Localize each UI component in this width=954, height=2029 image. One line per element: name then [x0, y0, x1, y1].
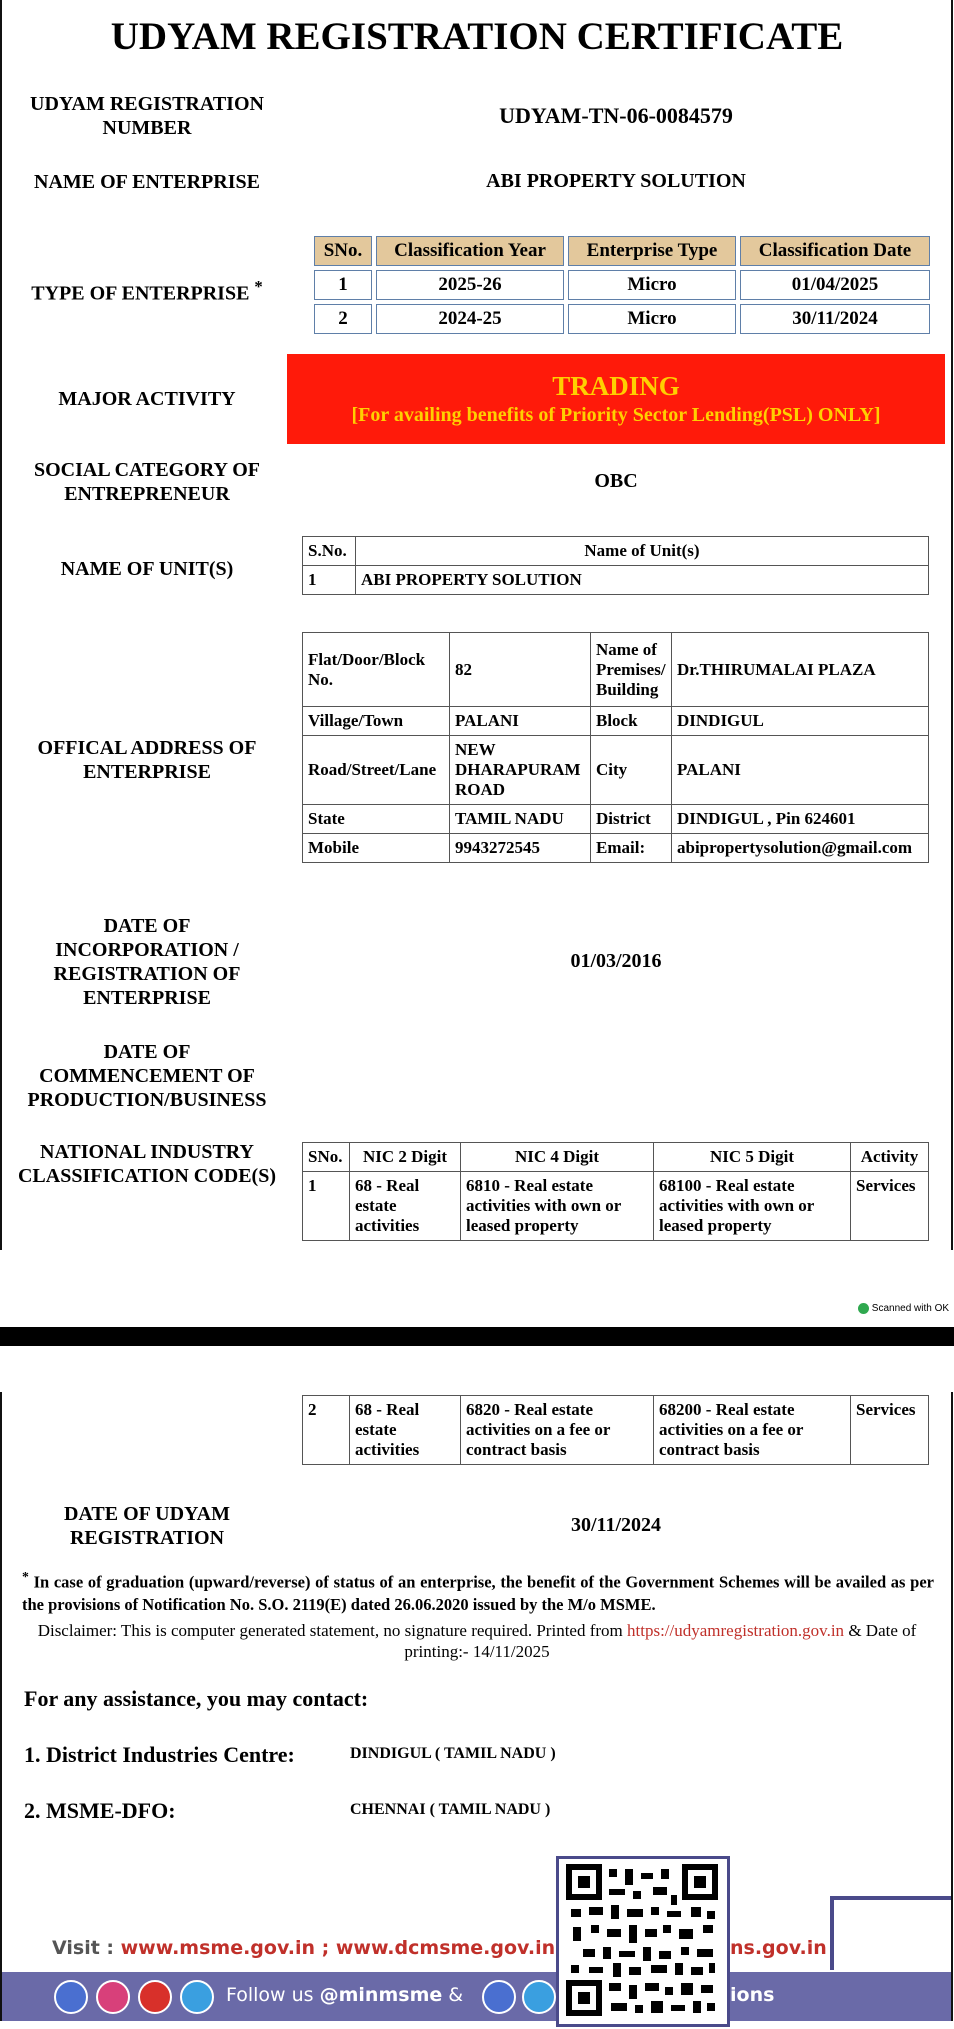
- footnote-asterisk: *: [22, 1569, 29, 1584]
- nic-table-1: [302, 1142, 929, 1241]
- dfo-value: CHENNAI ( TAMIL NADU ): [350, 1801, 551, 1818]
- nic-cell: Services: [851, 1396, 929, 1465]
- units-table: [302, 536, 929, 595]
- disclaimer-print-date: & Date of printing:- 14/11/2025: [404, 1621, 917, 1661]
- nic-header: Activity: [851, 1143, 929, 1172]
- follow-text: [226, 1984, 463, 2006]
- units-header-sno: S.No.: [303, 537, 356, 566]
- reg-number: UDYAM-TN-06-0084579: [499, 103, 733, 128]
- disclaimer-link[interactable]: https://udyamregistration.gov.in: [627, 1621, 845, 1640]
- visit-links[interactable]: www.msme.gov.in ; www.dcmsme.gov.in: [120, 1937, 556, 1959]
- nic-table-2: [302, 1395, 929, 1465]
- social-category-label: SOCIAL CATEGORY OF ENTREPRENEUR: [34, 459, 260, 505]
- address-value: PALANI: [450, 707, 591, 736]
- address-value: 9943272545: [450, 834, 591, 863]
- enterprise-type-label: [16, 275, 278, 306]
- address-label: OFFICAL ADDRESS OF ENTERPRISE: [37, 737, 257, 783]
- nic-header: NIC 4 Digit: [461, 1143, 654, 1172]
- address-key: Name of Premises/ Building: [591, 633, 672, 707]
- social-category: OBC: [594, 470, 638, 492]
- twitter-icon[interactable]: [522, 1980, 556, 2014]
- nic-header: NIC 5 Digit: [654, 1143, 851, 1172]
- left-border: [0, 0, 2, 1250]
- dic-value: DINDIGUL ( TAMIL NADU ): [350, 1745, 556, 1762]
- address-key: Email:: [591, 834, 672, 863]
- nic-cell: 68 - Real estate activities: [350, 1172, 461, 1241]
- scanned-text: Scanned with OK: [871, 1303, 950, 1315]
- classification-header: Enterprise Type: [568, 236, 736, 266]
- youtube-icon[interactable]: [138, 1980, 172, 2014]
- units-label: NAME OF UNIT(S): [60, 558, 234, 580]
- nic-cell: 2: [303, 1396, 350, 1465]
- address-key: District: [591, 805, 672, 834]
- nic-header: SNo.: [303, 1143, 350, 1172]
- address-value: abipropertysolution@gmail.com: [672, 834, 929, 863]
- classification-cell: 2024-25: [376, 304, 564, 334]
- classification-row: [314, 304, 930, 334]
- follow-tail: ions: [730, 1984, 775, 2006]
- nic-cell: 6810 - Real estate activities with own or leased property: [461, 1172, 654, 1241]
- facebook-icon[interactable]: [482, 1980, 516, 2014]
- address-key: Mobile: [303, 834, 450, 863]
- asterisk: *: [254, 277, 263, 296]
- nic-cell: 1: [303, 1172, 350, 1241]
- certificate-title: UDYAM REGISTRATION CERTIFICATE: [110, 15, 844, 58]
- classification-cell: 1: [314, 270, 372, 300]
- follow-label: Follow us: [226, 1984, 320, 2006]
- scanned-badge: [858, 1303, 949, 1314]
- disclaimer: [12, 1620, 942, 1662]
- facebook-icon[interactable]: [54, 1980, 88, 2014]
- dic-label: 1. District Industries Centre:: [24, 1742, 295, 1767]
- units-cell: ABI PROPERTY SOLUTION: [356, 566, 929, 595]
- nic-cell: 68200 - Real estate activities on a fee or contract basis: [654, 1396, 851, 1465]
- nic-label: NATIONAL INDUSTRY CLASSIFICATION CODE(S): [17, 1141, 276, 1187]
- contact-heading: For any assistance, you may contact:: [24, 1686, 369, 1711]
- right-border: [951, 0, 953, 1250]
- classification-table: [310, 232, 934, 338]
- classification-cell: 2025-26: [376, 270, 564, 300]
- visit-line: [52, 1937, 555, 1959]
- classification-cell: Micro: [568, 304, 736, 334]
- twitter-icon[interactable]: [180, 1980, 214, 2014]
- incorporation-label: DATE OF INCORPORATION / REGISTRATION OF ENTERPRISE: [53, 915, 241, 1009]
- major-activity: TRADING: [552, 371, 680, 401]
- footer-banner: [2, 1892, 951, 2021]
- udyam-date-label: DATE OF UDYAM REGISTRATION: [64, 1503, 230, 1549]
- address-value: NEW DHARAPURAM ROAD: [450, 736, 591, 805]
- address-value: DINDIGUL , Pin 624601: [672, 805, 929, 834]
- incorporation-date: 01/03/2016: [570, 950, 662, 972]
- nic-cell: 68 - Real estate activities: [350, 1396, 461, 1465]
- footnote-text: In case of graduation (upward/reverse) of status of an enterprise, the benefit of the Government Schemes will be availed as per the provisions of Notification No. S.O. 2119(E) dated 26.06.2020 issued by the M/o MSME.: [22, 1572, 934, 1614]
- udyam-date: 30/11/2024: [570, 1514, 661, 1536]
- address-key: Road/Street/Lane: [303, 736, 450, 805]
- classification-header: Classification Year: [376, 236, 564, 266]
- address-key: State: [303, 805, 450, 834]
- address-key: Flat/Door/Block No.: [303, 633, 450, 707]
- classification-row: [314, 270, 930, 300]
- visit-label: Visit :: [52, 1937, 121, 1959]
- nic-cell: 68100 - Real estate activities with own or leased property: [654, 1172, 851, 1241]
- enterprise-name-label: NAME OF ENTERPRISE: [34, 171, 260, 193]
- follow-handle: @minmsme: [319, 1984, 443, 2006]
- nic-header: NIC 2 Digit: [350, 1143, 461, 1172]
- nic-cell: Services: [851, 1172, 929, 1241]
- disclaimer-text: Disclaimer: This is computer generated statement, no signature required. Printed from: [37, 1621, 628, 1640]
- address-key: City: [591, 736, 672, 805]
- instagram-icon[interactable]: [96, 1980, 130, 2014]
- major-activity-note: [For availing benefits of Priority Sector Lending(PSL) ONLY]: [351, 404, 881, 426]
- scanner-logo-icon: [858, 1303, 869, 1314]
- address-table: [302, 632, 929, 863]
- address-value: 82: [450, 633, 591, 707]
- follow-amp: &: [442, 1984, 464, 2006]
- qr-code-graphic: [559, 1859, 727, 2024]
- units-header-name: Name of Unit(s): [356, 537, 929, 566]
- enterprise-type-label-text: TYPE OF ENTERPRISE: [31, 282, 250, 305]
- classification-cell: 30/11/2024: [740, 304, 930, 334]
- major-activity-banner: [287, 354, 945, 444]
- corner-frame: [830, 1896, 951, 1970]
- classification-cell: 01/04/2025: [740, 270, 930, 300]
- footnote: [22, 1566, 934, 1616]
- classification-header: Classification Date: [740, 236, 930, 266]
- reg-number-label: UDYAM REGISTRATION NUMBER: [30, 93, 264, 139]
- qr-code: [556, 1856, 730, 2027]
- follow-strip: [2, 1972, 951, 2021]
- major-activity-label: MAJOR ACTIVITY: [58, 388, 236, 410]
- visit-tail: ns.gov.in: [730, 1937, 827, 1959]
- page-divider: [0, 1327, 954, 1346]
- nic-cell: 6820 - Real estate activities on a fee or contract basis: [461, 1396, 654, 1465]
- classification-header: SNo.: [314, 236, 372, 266]
- address-key: Village/Town: [303, 707, 450, 736]
- units-cell: 1: [303, 566, 356, 595]
- commencement-label: DATE OF COMMENCEMENT OF PRODUCTION/BUSINESS: [27, 1041, 267, 1111]
- classification-cell: Micro: [568, 270, 736, 300]
- right-border-2: [951, 1392, 953, 2021]
- address-value: DINDIGUL: [672, 707, 929, 736]
- classification-cell: 2: [314, 304, 372, 334]
- dfo-label: 2. MSME-DFO:: [24, 1798, 176, 1823]
- address-value: PALANI: [672, 736, 929, 805]
- address-key: Block: [591, 707, 672, 736]
- address-value: TAMIL NADU: [450, 805, 591, 834]
- enterprise-name: ABI PROPERTY SOLUTION: [486, 170, 746, 192]
- address-value: Dr.THIRUMALAI PLAZA: [672, 633, 929, 707]
